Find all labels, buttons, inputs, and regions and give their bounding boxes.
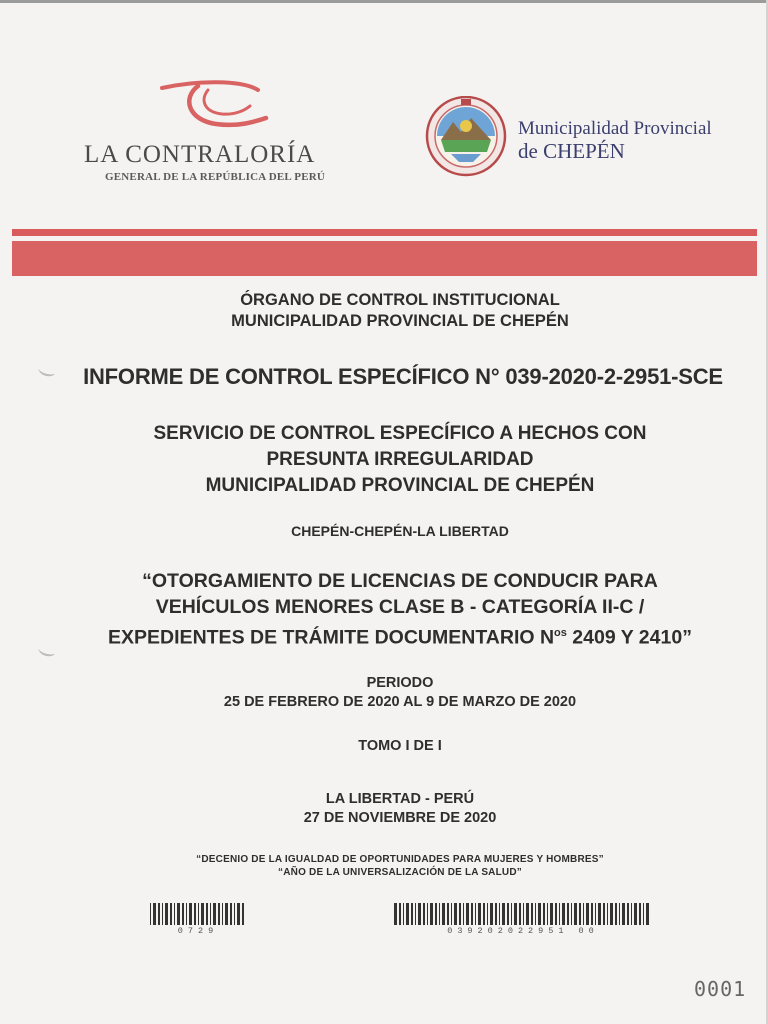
organo-line-1: ÓRGANO DE CONTROL INSTITUCIONAL [240,291,560,309]
tomo-line: TOMO I DE I [358,738,442,754]
folio-number: 0001 [694,977,747,1001]
subject-line-3-sup: os [554,627,567,639]
date-line: 27 DE NOVIEMBRE DE 2020 [303,810,497,826]
periodo-range: 25 DE FEBRERO DE 2020 AL 9 DE MARZO DE 2020 [223,694,577,710]
decenio-line-1: “DECENIO DE LA IGUALDAD DE OPORTUNIDADES PARA MUJERES Y HOMBRES” [196,854,604,865]
barcode-bars [394,903,652,925]
organo-heading [40,290,760,332]
punch-hole-mark-icon [36,365,56,379]
location-line: LA LIBERTAD - PERÚ [325,791,475,807]
subject-line-1: “OTORGAMIENTO DE LICENCIAS DE CONDUCIR PARA [142,570,658,592]
municipalidad-city: de CHEPÉN [518,139,625,163]
contraloria-logo [84,78,346,188]
subject-line-3 [40,620,760,651]
punch-hole-mark-icon [36,645,56,659]
servicio-heading [40,421,760,499]
decenio-line-2: “AÑO DE LA UNIVERSALIZACIÓN DE LA SALUD” [278,867,522,878]
informe-title: INFORME DE CONTROL ESPECÍFICO N° 039-2020-2-2951-SCE [83,364,723,389]
scan-edge-top [0,0,768,3]
decenio-block [40,853,760,879]
location-date-block [40,790,760,828]
header-band-thin [12,229,757,236]
header-band-thick [12,241,757,276]
subject-title [40,568,760,651]
contraloria-swoosh-icon [158,78,270,136]
subject-line-2: VEHÍCULOS MENORES CLASE B - CATEGORÍA II-C / [155,596,645,618]
subject-line-3-suffix: 2409 Y 2410” [566,626,692,649]
place-line: CHEPÉN-CHEPÉN-LA LIBERTAD [291,523,509,539]
barcode-left-digits: 0729 [177,926,219,936]
servicio-line-3: MUNICIPALIDAD PROVINCIAL DE CHEPÉN [205,475,595,496]
periodo-block [40,674,760,712]
contraloria-subtitle: GENERAL DE LA REPÚBLICA DEL PERÚ [105,171,326,183]
organo-line-2: MUNICIPALIDAD PROVINCIAL DE CHEPÉN [231,312,569,330]
servicio-line-1: SERVICIO DE CONTROL ESPECÍFICO A HECHOS CON [153,423,647,444]
periodo-label: PERIODO [366,675,434,691]
barcode-right-digits: 039202022951 00 [447,926,599,936]
subject-line-3-prefix: EXPEDIENTES DE TRÁMITE DOCUMENTARIO N [108,626,555,649]
servicio-line-2: PRESUNTA IRREGULARIDAD [266,449,534,470]
municipalidad-logo [421,96,741,180]
barcode-bars [150,903,246,925]
municipalidad-name: Municipalidad Provincial [518,118,712,139]
barcode-right [394,903,652,937]
municipal-seal-icon [421,96,511,180]
contraloria-name: LA CONTRALORÍA [84,141,316,168]
barcode-left [150,903,246,937]
